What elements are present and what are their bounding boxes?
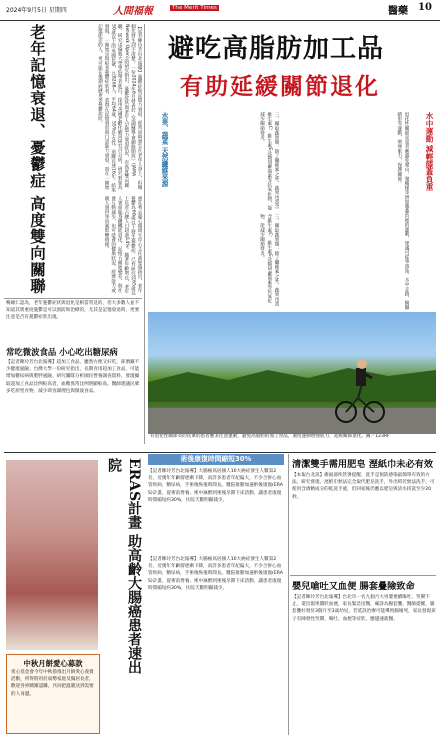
sub-headline: 常吃微波食品 小心吃出糖尿病: [6, 347, 118, 357]
eras-body-continued: 【記者陳玲芳台北報導】大腸癌高居國人10大癌症發生人數第2名，近幾年年齡層逐漸下降，而許多患者年紀偏大，不少合併心血管疾病、糖尿病，手術後恢復時間長。醫院推動加速術後康復(ERAS)計畫，從術前營養、術中麻醉到術後早期下床活動，讓患者康復時間縮短約30%，住院天數明顯減少。: [148, 557, 283, 591]
charity-body: 愛心基金會今年中秋節推出月餅愛心義賣活動，所得將用於弱勢家庭及獨居長者，歡迎各界踴躍認購，共同把溫暖送到需要的人身邊。: [11, 670, 94, 697]
left-headline: 老年記憶衰退、憂鬱症 高度雙向關聯: [28, 24, 47, 295]
feature-subhead-exercise: 水中運動 減輕膝蓋負重: [425, 112, 434, 191]
eras-banner: 術後康復時間縮短30%: [148, 454, 284, 465]
charity-box: [6, 654, 100, 734]
issue-date: 2024年9月5日 星期四: [6, 7, 67, 14]
feature-exercise-text: 退化性關節炎患者應避免爬山、爬樓梯等增加膝蓋負擔的運動，建議可從事游泳、水中走路、騎腳踏車等運動，增強肌力，保護關節。: [396, 112, 409, 310]
left-body-text: 重孔秀去憂心環境生中心主任黃聖瑜指出，老年憂鬱為60歲以上發生憂鬱症，已有研究到65歲以上長者占總人口超過14%。隨著年齡增長，老年人會面臨身體機能退化、記憶力開始變差、與社會互動減少，也可能會因健康狀況、經濟能力或親人過世等因素影響情緒。: [104, 196, 142, 296]
paper-logo: 人間福報: [113, 6, 153, 17]
paper-logo-en: The Merit Times: [172, 5, 217, 11]
eras-body: 【記者陳玲芳台北報導】大腸癌高居國人10大癌症發生人數第2名，近幾年年齡層逐漸下降，而許多患者年紀偏大，不少合併心血管疾病、糖尿病，手術後恢復時間長。醫院推動加速術後康復(ERAS)計畫，從術前營養、術中麻醉到術後早期下床活動，讓患者康復時間縮短約30%，住院天數明顯減少。: [148, 469, 283, 503]
sub-article-text: 【記者陳玲芳台北報導】超加工食品，雖然方便又好吃，卻潛藏不少健康風險。台灣大學一份研究指出，長期食用超加工食品，可能增加糖尿病與肥胖風險。研究團隊分析國民營養調查資料，發現攝取超加工食品比例較高者，血糖異常比例明顯較高。醫師建議民眾多吃原型食物，減少即食調理包與微波食品。: [6, 360, 140, 394]
page-number: 10: [418, 2, 432, 13]
eras-headline: ERAS計畫 助高齡大腸癌患者速出院: [106, 458, 142, 675]
eras-photo: [6, 460, 98, 650]
section-name: 醫藥: [388, 6, 408, 17]
cyclist-illustration: [148, 312, 436, 434]
infant-body: 【記者陳玲芳台北報導】台北市一名九個月大男嬰連續嘔吐、哭鬧不止，還出現果醬狀血便，家長緊急送醫，確診為腸套疊。醫師提醒，腸套疊好發於3個月至3歲幼兒，若延誤治療可能導致腸壞死，家長發現孩子有陣發性哭鬧、嘔吐、血便等症狀，應儘速就醫。: [292, 595, 436, 622]
feature-fruit-text: 三、攝取蔬果類：除了纖維素之外，蔬果也富含維生素C、維生素E及類胡蘿蔔素等抗氧化物，能減少關節發炎。: [259, 214, 279, 306]
infant-headline: 嬰兒嗆吐又血便 腸套疊險致命: [292, 581, 415, 592]
masthead: [0, 0, 440, 21]
banner-title-line1: 避吃高脂肪加工品: [168, 34, 385, 64]
left-lead-text: 【記者陳玲芳台北報導】憂鬱症和記憶力衰退，經常同時發生在老年人身上，但哪個先發生到不清楚。一份2024年6月發表於《美國醫學會網路開放》(JAMA Network Open)的研究指出，憂鬱症狀與老年人記憶力衰退狀況，有高度雙向關聯。研究由倫敦大學學院學者進行，採用英國老齡化縱向研究百分析，研究對象為50歲以上的英國民眾，共8268人，平均64歲，55%是女性，追蹤長達16年。結果發現，一開始呈現較多憂鬱症狀者，表現在記憶衰退與口語能力衰退。而在一開始記憶能差的人，更可能在後期經歷更多憂鬱症狀。: [97, 24, 142, 193]
charity-headline: 中秋月餅愛心募款: [23, 659, 83, 668]
feature-subhead-fruit: 水果、蔬菜 天然纖維來源: [160, 112, 168, 187]
cleaning-body: 【本報台北訊】衛福部疾管署提醒，洗手是預防感染最簡單有效的方法。研究發現，溼紙巾無法完全取代肥皂洗手，外出時若無法洗手，可使用含酒精成分的乾洗手液，但回家後仍應以肥皂與清水搓洗至少20秒。: [292, 473, 435, 500]
banner-title-line2: 有助延緩關節退化: [180, 73, 380, 100]
feature-banner: [148, 22, 436, 110]
feature-body-a: 三、攝取蔬果類：除了纖維素之外，蔬果也富含維生素C、維生素E及類胡蘿蔔素等抗氧化物，能減少關節發炎。: [259, 112, 279, 211]
left-ending-text: 暢總仁認為，老年憂鬱症狀與退化是相當常見的，但大多數人並不知道其實重度憂鬱是可以預防和治療的，尤其是記憶衰退時，更要注意是否有憂鬱症狀出現。: [6, 301, 140, 321]
photo-caption: 有退化性關節炎的民眾的患者應多注意運動，避免高脂肪的加工食品，適度運動增強肌力，延緩關節退化。圖／123RF: [150, 434, 434, 450]
cleaning-headline: 清潔雙手需用肥皂 溼紙巾未必有效: [292, 459, 434, 470]
cyclist-photo: [148, 312, 436, 434]
